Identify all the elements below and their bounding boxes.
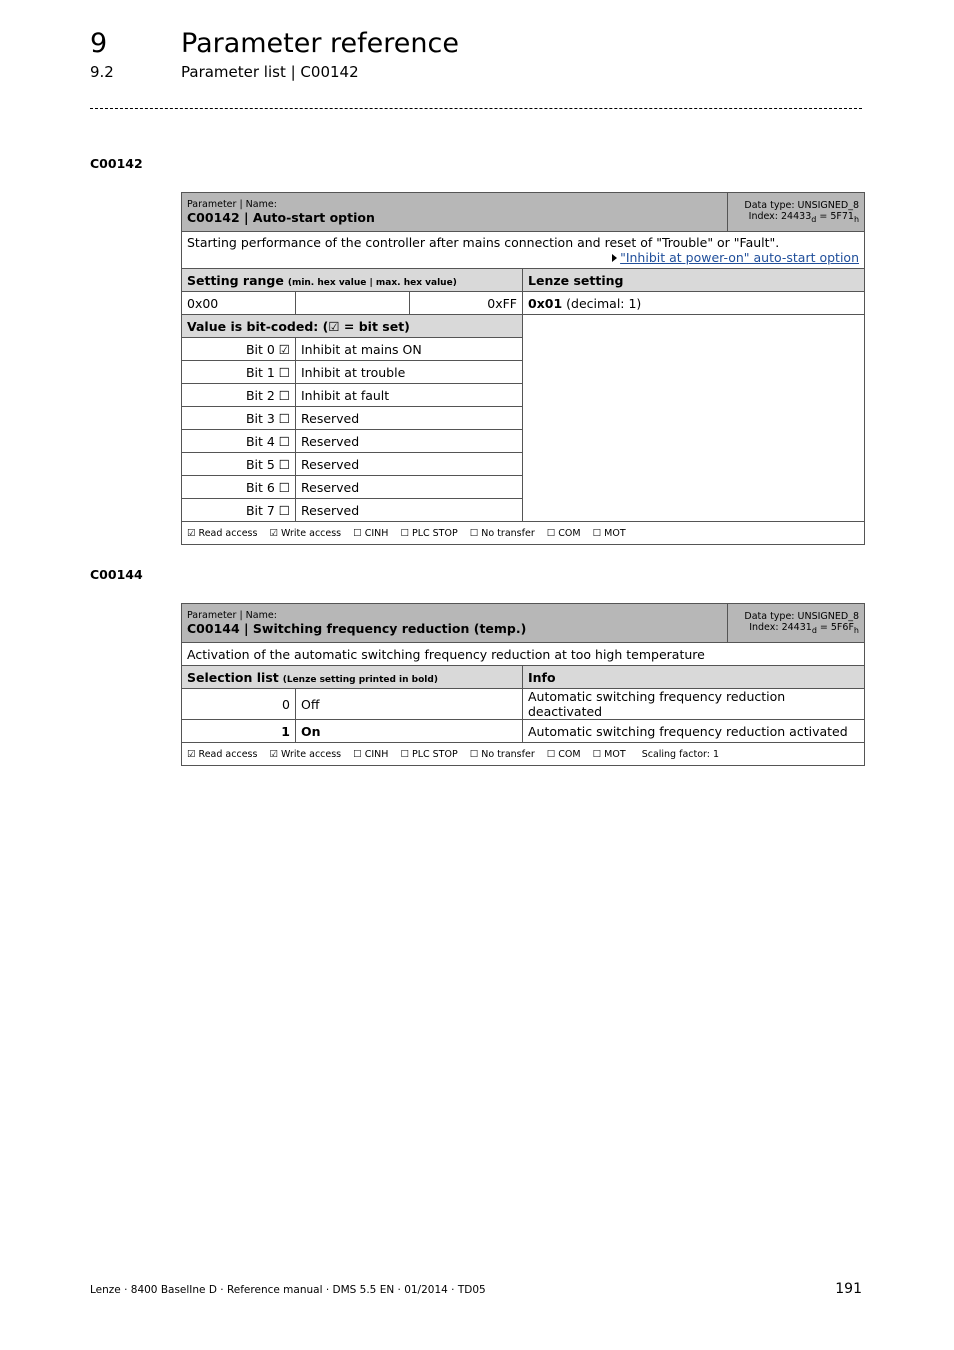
com-flag: ☐ COM (546, 748, 581, 760)
param-description: Starting performance of the controller after mains connection and reset of "Trouble" or "Fault". (187, 235, 780, 250)
setting-range-label: Setting range (187, 272, 284, 288)
selection-value: 0 (182, 689, 296, 720)
mot-flag: ☐ MOT (592, 527, 626, 539)
bit-label: Bit 0 ☑ (182, 338, 296, 361)
plc-stop-flag: ☐ PLC STOP (400, 748, 458, 760)
bit-desc: Reserved (296, 499, 523, 522)
selection-label: Selection list (187, 669, 279, 685)
max-value: 0xFF (410, 292, 523, 315)
bit-desc: Reserved (296, 407, 523, 430)
inhibit-option-link[interactable]: "Inhibit at power-on" auto-start option (620, 250, 860, 265)
param-index: Index: $24433_d = 5F71_h$ (748, 211, 860, 224)
c00142-bitcoded-header (182, 315, 865, 338)
selection-row (182, 720, 865, 743)
data-type: Data type: UNSIGNED_8 (744, 611, 859, 623)
bit-label: Bit 6 ☐ (182, 476, 296, 499)
arrow-right-icon (612, 254, 617, 262)
com-flag: ☐ COM (546, 527, 581, 539)
bit-label: Bit 1 ☐ (182, 361, 296, 384)
write-access-flag: ☑ Write access (269, 527, 342, 539)
read-access-flag: ☑ Read access (187, 527, 258, 539)
c00144-table (181, 603, 865, 766)
selection-info: Automatic switching frequency reduction activated (523, 720, 865, 743)
cinh-flag: ☐ CINH (353, 527, 389, 539)
lenze-decimal: (decimal: 1) (566, 295, 642, 311)
chapter-number: 9 (90, 28, 108, 59)
plc-stop-flag: ☐ PLC STOP (400, 527, 458, 539)
c00142-access-row (182, 522, 865, 545)
page-number: 191 (835, 1281, 862, 1297)
data-type: Data type: UNSIGNED_8 (744, 200, 860, 212)
c00144-access-row (182, 743, 865, 766)
bit-info-blank (523, 315, 865, 522)
bit-label: Bit 5 ☐ (182, 453, 296, 476)
c00144-heading: C00144 (90, 567, 143, 582)
bit-desc: Reserved (296, 453, 523, 476)
chapter-title: Parameter reference (181, 28, 459, 59)
param-description: Activation of the automatic switching frequency reduction at too high temperature (182, 643, 865, 666)
bit-desc: Inhibit at mains ON (296, 338, 523, 361)
selection-note: (Lenze setting printed in bold) (282, 674, 438, 685)
param-index: Index: $24431_d = 5F6F_h$ (749, 622, 859, 635)
selection-name: On (296, 720, 523, 743)
info-label: Info (523, 666, 865, 689)
selection-info: Automatic switching frequency reduction deactivated (523, 689, 865, 720)
bit-desc: Inhibit at trouble (296, 361, 523, 384)
param-label: Parameter | Name: (187, 199, 277, 210)
lenze-setting-label: Lenze setting (523, 269, 865, 292)
param-label: Parameter | Name: (187, 610, 277, 621)
write-access-flag: ☑ Write access (269, 748, 342, 760)
c00142-table (181, 192, 865, 545)
param-name: C00144 | Switching frequency reduction (temp.) (187, 621, 527, 636)
mot-flag: ☐ MOT (592, 748, 626, 760)
selection-name: Off (296, 689, 523, 720)
c00144-selection-header (182, 666, 865, 689)
c00142-description-row (182, 232, 865, 269)
read-access-flag: ☑ Read access (187, 748, 258, 760)
min-value: 0x00 (182, 292, 296, 315)
section-title: Parameter list | C00142 (181, 63, 359, 81)
c00142-header-row (182, 193, 865, 232)
bit-label: Bit 7 ☐ (182, 499, 296, 522)
c00142-range-header (182, 269, 865, 292)
bit-label: Bit 2 ☐ (182, 384, 296, 407)
bit-desc: Reserved (296, 430, 523, 453)
c00144-description-row (182, 643, 865, 666)
cinh-flag: ☐ CINH (353, 748, 389, 760)
bit-label: Bit 3 ☐ (182, 407, 296, 430)
selection-value: 1 (182, 720, 296, 743)
bit-desc: Inhibit at fault (296, 384, 523, 407)
range-spacer (296, 292, 410, 315)
selection-row (182, 689, 865, 720)
c00142-range-row (182, 292, 865, 315)
no-transfer-flag: ☐ No transfer (469, 527, 535, 539)
section-number: 9.2 (90, 63, 114, 81)
lenze-value: 0x01 (528, 295, 563, 311)
bit-desc: Reserved (296, 476, 523, 499)
param-name: C00142 | Auto-start option (187, 210, 375, 225)
setting-range-note: (min. hex value | max. hex value) (287, 277, 457, 288)
bitcoded-label: Value is bit-coded: (☑ = bit set) (182, 315, 523, 338)
header-divider (90, 108, 862, 109)
no-transfer-flag: ☐ No transfer (469, 748, 535, 760)
bit-label: Bit 4 ☐ (182, 430, 296, 453)
scaling-factor: Scaling factor: 1 (641, 748, 720, 760)
c00144-header-row (182, 604, 865, 643)
document-footer: Lenze · 8400 BaselIne D · Reference manual · DMS 5.5 EN · 01/2014 · TD05 (90, 1284, 486, 1296)
c00142-heading: C00142 (90, 156, 143, 171)
